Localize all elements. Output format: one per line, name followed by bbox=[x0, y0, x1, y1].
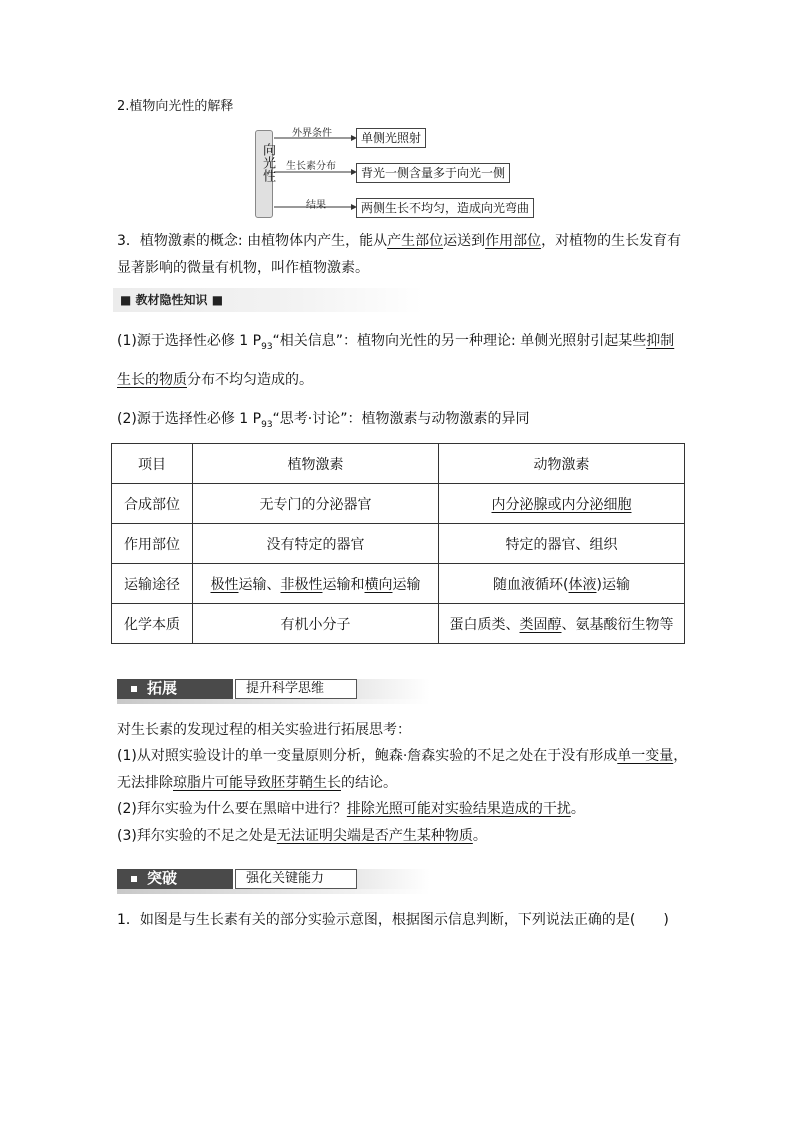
extend-q1-line-2 bbox=[117, 773, 397, 793]
concept-text: ，对植物的生长发育有 bbox=[541, 233, 682, 249]
extend-answer: 无法证明尖端是否产生某种物质 bbox=[276, 828, 473, 844]
table-text: 运输和 bbox=[322, 576, 365, 593]
extend-intro: 对生长素的发现过程的相关实验进行拓展思考： bbox=[117, 722, 411, 738]
concept-text: 3．植物激素的概念: 由植物体内产生，能从 bbox=[117, 233, 388, 249]
table-header-cell: 项目 bbox=[112, 444, 193, 484]
table-answer: 内分泌腺或内分泌细胞 bbox=[491, 496, 632, 513]
table-cell-plant: 有机小分子 bbox=[193, 604, 439, 644]
hidden-knowledge-label: ■ 教材隐性知识 ■ bbox=[120, 293, 224, 307]
table-row bbox=[112, 564, 685, 604]
concept-answer: 产生部位 bbox=[387, 233, 444, 249]
table-cell-item: 化学本质 bbox=[112, 604, 193, 644]
diagram-branch-label: 生长素分布 bbox=[286, 161, 336, 172]
section-title: 拓展 bbox=[147, 679, 178, 697]
note-text: 分布不均匀造成的。 bbox=[187, 372, 313, 388]
table-answer: 类固醇 bbox=[519, 616, 562, 633]
table-text: 蛋白质类、 bbox=[449, 616, 520, 633]
note-text: (1)源于选择性必修 1 P bbox=[117, 333, 262, 349]
extend-answer: 琼脂片可能导致胚芽鞘生长 bbox=[173, 775, 341, 791]
section-title: 突破 bbox=[147, 869, 178, 887]
table-row bbox=[112, 484, 685, 524]
section-heading: 2.植物向光性的解释 bbox=[117, 99, 234, 114]
extend-text: 无法排除 bbox=[117, 775, 173, 791]
extend-text: 的结论。 bbox=[341, 775, 397, 791]
table-cell-item: 作用部位 bbox=[112, 524, 193, 564]
table-text: 随血液循环( bbox=[493, 576, 569, 593]
extend-q1-line-1 bbox=[117, 746, 687, 766]
table-row bbox=[112, 604, 685, 644]
table-answer: 体液 bbox=[568, 576, 597, 593]
note-text: “相关信息”：植物向光性的另一种理论: 单侧光照射引起某些 bbox=[272, 333, 647, 349]
diagram-branch-box: 背光一侧含量多于向光一侧 bbox=[356, 163, 510, 183]
table-header-cell: 植物激素 bbox=[193, 444, 439, 484]
table-cell-animal bbox=[439, 484, 685, 524]
section-header-breakthrough bbox=[117, 866, 430, 892]
table-cell-animal bbox=[439, 604, 685, 644]
extend-text: (3)拜尔实验的不足之处是 bbox=[117, 828, 277, 844]
table-cell-item: 合成部位 bbox=[112, 484, 193, 524]
table-text: 运输、 bbox=[238, 576, 281, 593]
hormone-comparison-table bbox=[111, 443, 685, 644]
table-row bbox=[112, 524, 685, 564]
table-text: 运输 bbox=[392, 576, 421, 593]
diagram-branch-box: 单侧光照射 bbox=[356, 128, 426, 148]
concept-line-2: 显著影响的微量有机物，叫作植物激素。 bbox=[117, 260, 369, 276]
header-decoration bbox=[347, 679, 430, 699]
extend-answer: 单一变量 bbox=[617, 748, 674, 764]
page-subscript: 93 bbox=[261, 419, 273, 430]
extend-text: 。 bbox=[570, 801, 585, 817]
table-answer: 非极性 bbox=[280, 576, 323, 593]
diagram-branch-label: 外界条件 bbox=[292, 128, 332, 139]
concept-text: 运送到 bbox=[443, 233, 486, 249]
table-answer: 极性 bbox=[210, 576, 239, 593]
square-bullet-icon bbox=[131, 876, 137, 882]
note-text: “思考·讨论”：植物激素与动物激素的异同 bbox=[272, 411, 530, 427]
table-header-cell: 动物激素 bbox=[439, 444, 685, 484]
table-cell-plant: 无专门的分泌器官 bbox=[193, 484, 439, 524]
table-text: )运输 bbox=[596, 576, 630, 593]
note-2 bbox=[117, 409, 530, 435]
header-underline bbox=[117, 699, 430, 704]
table-cell-plant bbox=[193, 564, 439, 604]
note-1-line-1 bbox=[117, 331, 674, 357]
square-bullet-icon bbox=[131, 686, 137, 692]
table-answer: 横向 bbox=[364, 576, 393, 593]
page-subscript: 93 bbox=[261, 341, 273, 352]
extend-q3 bbox=[117, 826, 487, 846]
diagram-branch-label: 结果 bbox=[306, 200, 326, 211]
section-subtitle: 强化关键能力 bbox=[235, 869, 357, 889]
extend-text: (1)从对照实验设计的单一变量原则分析，鲍森·詹森实验的不足之处在于没有形成 bbox=[117, 748, 618, 764]
table-cell-animal bbox=[439, 564, 685, 604]
header-decoration bbox=[347, 869, 430, 889]
extend-text: (2)拜尔实验为什么要在黑暗中进行？ bbox=[117, 801, 347, 817]
concept-answer: 作用部位 bbox=[485, 233, 542, 249]
diagram-branch-box: 两侧生长不均匀，造成向光弯曲 bbox=[356, 198, 534, 218]
header-underline bbox=[117, 889, 430, 894]
diagram-center-label: 向光性 bbox=[260, 143, 275, 182]
section-subtitle: 提升科学思维 bbox=[235, 679, 357, 699]
note-answer: 抑制 bbox=[646, 333, 675, 349]
table-cell-plant: 没有特定的器官 bbox=[193, 524, 439, 564]
extend-text: 。 bbox=[472, 828, 487, 844]
note-1-line-2 bbox=[117, 370, 313, 390]
table-text: 、氨基酸衍生物等 bbox=[561, 616, 674, 633]
table-cell-item: 运输途径 bbox=[112, 564, 193, 604]
section-header-extend bbox=[117, 676, 430, 702]
extend-q2 bbox=[117, 799, 585, 819]
question-1: 1．如图是与生长素有关的部分实验示意图，根据图示信息判断，下列说法正确的是( ) bbox=[117, 912, 669, 928]
extend-text: ， bbox=[673, 748, 688, 764]
note-answer: 生长的物质 bbox=[117, 372, 187, 388]
extend-answer: 排除光照可能对实验结果造成的干扰 bbox=[346, 801, 571, 817]
table-header-row bbox=[112, 444, 685, 484]
note-text: (2)源于选择性必修 1 P bbox=[117, 411, 262, 427]
concept-line-1 bbox=[117, 231, 681, 251]
table-cell-animal: 特定的器官、组织 bbox=[439, 524, 685, 564]
